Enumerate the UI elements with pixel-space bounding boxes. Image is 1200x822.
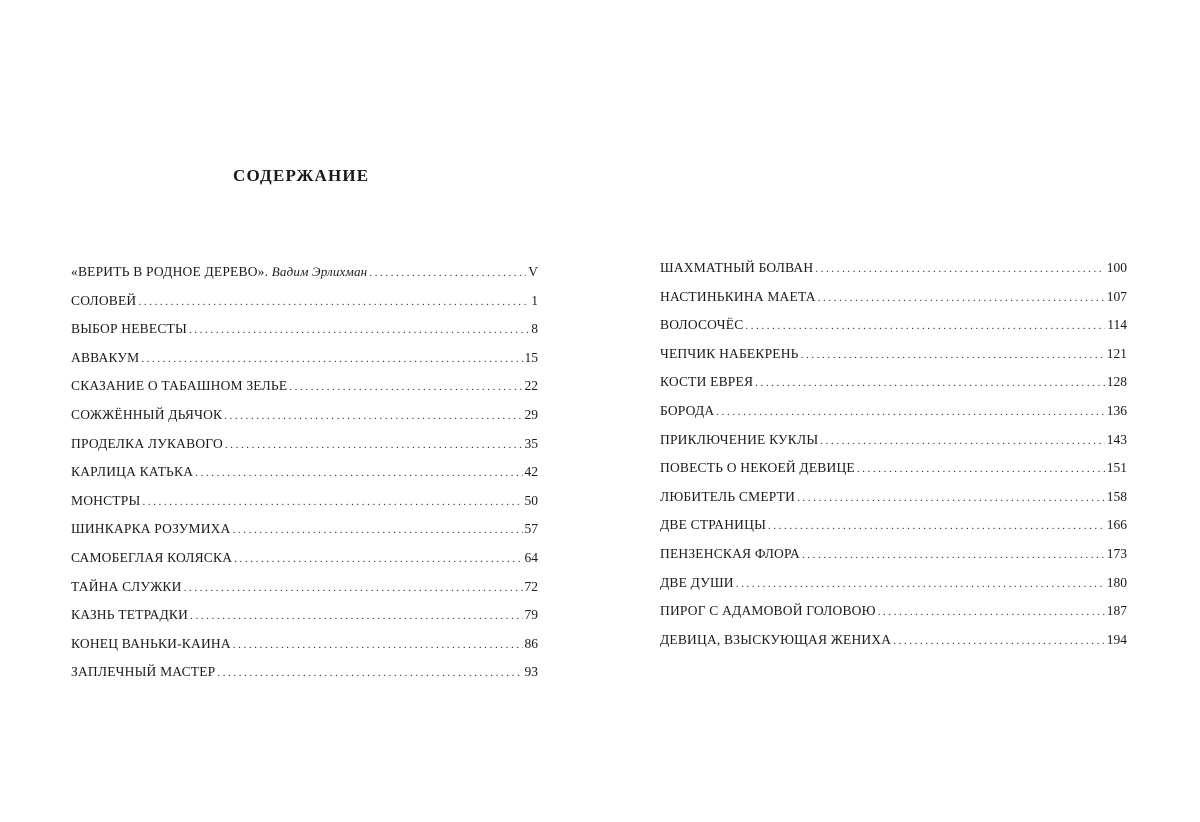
toc-entry-title: КАРЛИЦА КАТЬКА: [71, 464, 194, 480]
toc-leader-dots: [142, 496, 522, 508]
toc-entry-page: 15: [524, 349, 538, 365]
toc-leader-dots: [138, 296, 529, 308]
toc-leader-dots: [815, 263, 1104, 275]
toc-entry-title: «ВЕРИТЬ В РОДНОЕ ДЕРЕВО». Вадим Эрлихман: [71, 264, 368, 279]
toc-entry[interactable]: [71, 293, 538, 322]
toc-entry-page: 136: [1106, 402, 1127, 418]
toc-entry-title: ДВЕ СТРАНИЦЫ: [660, 517, 767, 533]
toc-entry-title: ЧЕПЧИК НАБЕКРЕНЬ: [660, 345, 799, 361]
toc-leader-dots: [195, 467, 522, 479]
toc-entry-page: 128: [1106, 374, 1127, 390]
toc-entry-title: ШАХМАТНЫЙ БОЛВАН: [660, 260, 814, 275]
toc-leader-dots: [755, 377, 1105, 389]
toc-leader-dots: [736, 578, 1105, 590]
toc-entry-page: 180: [1106, 574, 1127, 590]
toc-entry[interactable]: [660, 260, 1127, 289]
toc-entry[interactable]: [660, 289, 1127, 318]
toc-entry-title: ЗАПЛЕЧНЫЙ МАСТЕР: [71, 664, 216, 680]
toc-entry-page: 72: [524, 578, 538, 594]
toc-entry[interactable]: [660, 546, 1127, 575]
toc-leader-dots: [289, 381, 522, 393]
toc-entry-title: СКАЗАНИЕ О ТАБАШНОМ ЗЕЛЬЕ: [71, 378, 288, 394]
toc-leader-dots: [184, 582, 523, 594]
toc-entry-title: НАСТИНЬКИНА МАЕТА: [660, 288, 816, 304]
toc-entry[interactable]: [71, 407, 538, 436]
toc-entry[interactable]: [660, 346, 1127, 375]
toc-entry[interactable]: [71, 493, 538, 522]
toc-entry-page: 93: [524, 664, 538, 680]
toc-entry-author: Вадим Эрлихман: [271, 264, 368, 279]
toc-entry[interactable]: [71, 436, 538, 465]
toc-entry[interactable]: [660, 374, 1127, 403]
toc-entry-page: 158: [1106, 488, 1127, 504]
toc-entry-title: ТАЙНА СЛУЖКИ: [71, 578, 182, 594]
toc-entry-title: БОРОДА: [660, 402, 715, 418]
toc-leader-dots: [189, 324, 529, 336]
toc-entry-page: 1: [531, 292, 538, 308]
toc-leader-dots: [797, 492, 1105, 504]
toc-entry-title: ВОЛОСОЧЁС: [660, 317, 744, 333]
toc-entry[interactable]: [71, 350, 538, 379]
toc-entry[interactable]: [660, 632, 1127, 661]
toc-entry[interactable]: [71, 321, 538, 350]
toc-entry-page: 166: [1106, 517, 1127, 533]
toc-entry-page: 114: [1107, 317, 1127, 333]
toc-entry-title: ВЫБОР НЕВЕСТЫ: [71, 321, 187, 337]
toc-entry-page: 57: [524, 521, 538, 537]
toc-entry-page: 79: [524, 607, 538, 623]
toc-entry-title: ДЕВИЦА, ВЗЫСКУЮЩАЯ ЖЕНИХА: [660, 631, 892, 647]
toc-leader-dots: [234, 553, 522, 565]
toc-leader-dots: [225, 439, 523, 451]
toc-entry-title: КОСТИ ЕВРЕЯ: [660, 374, 754, 390]
toc-entry-page: 50: [524, 492, 538, 508]
toc-leader-dots: [224, 410, 522, 422]
toc-entry-title: АВВАКУМ: [71, 349, 140, 365]
toc-entry-title: ЛЮБИТЕЛЬ СМЕРТИ: [660, 488, 796, 504]
toc-entry-page: 29: [524, 406, 538, 422]
toc-entry-title: ПЕНЗЕНСКАЯ ФЛОРА: [660, 545, 800, 561]
toc-entry-page: 8: [531, 321, 538, 337]
toc-entry[interactable]: [660, 460, 1127, 489]
toc-leader-dots: [233, 524, 523, 536]
toc-entry-page: 35: [524, 435, 538, 451]
toc-entry[interactable]: [71, 664, 538, 693]
toc-entry[interactable]: [71, 579, 538, 608]
toc-entry-page: 64: [524, 549, 538, 565]
toc-entry[interactable]: [71, 607, 538, 636]
toc-leader-dots: [141, 353, 522, 365]
toc-entry[interactable]: [660, 603, 1127, 632]
toc-leader-dots: [893, 635, 1104, 647]
page-title: СОДЕРЖАНИЕ: [233, 166, 370, 185]
toc-entry-title: ПИРОГ С АДАМОВОЙ ГОЛОВОЮ: [660, 603, 876, 619]
toc-leader-dots: [716, 406, 1104, 418]
toc-entry[interactable]: [660, 575, 1127, 604]
toc-entry-page: 22: [524, 378, 538, 394]
toc-entry-page: 151: [1106, 460, 1127, 476]
toc-entry-page: V: [528, 264, 538, 279]
toc-entry[interactable]: [71, 636, 538, 665]
toc-leader-dots: [801, 349, 1105, 361]
toc-entry-title: ПОВЕСТЬ О НЕКОЕЙ ДЕВИЦЕ: [660, 460, 855, 476]
toc-entry-title: КОНЕЦ ВАНЬКИ-КАИНА: [71, 635, 231, 651]
toc-entry-title: ДВЕ ДУШИ: [660, 574, 734, 590]
toc-leader-dots: [818, 292, 1105, 304]
toc-entry-page: 173: [1106, 545, 1127, 561]
toc-entry[interactable]: [660, 489, 1127, 518]
toc-entry-page: 107: [1106, 288, 1127, 304]
toc-entry[interactable]: [660, 403, 1127, 432]
toc-leader-dots: [217, 667, 522, 679]
toc-entry-title: ШИНКАРКА РОЗУМИХА: [71, 521, 231, 537]
toc-entry-page: 86: [524, 635, 538, 651]
toc-entry[interactable]: [71, 378, 538, 407]
toc-leader-dots: [190, 610, 522, 622]
toc-leader-dots: [745, 320, 1105, 332]
toc-entry-page: 42: [524, 464, 538, 480]
toc-entry-title: ПРИКЛЮЧЕНИЕ КУКЛЫ: [660, 431, 819, 447]
toc-leader-dots: [233, 639, 523, 651]
toc-entry[interactable]: [71, 550, 538, 579]
toc-leader-dots: [878, 606, 1105, 618]
toc-entry-title: КАЗНЬ ТЕТРАДКИ: [71, 607, 189, 623]
toc-entry[interactable]: [660, 517, 1127, 546]
toc-entry-title: СОЖЖЁННЫЙ ДЬЯЧОК: [71, 406, 223, 422]
toc-left-column: [71, 264, 538, 693]
toc-entry-title: ПРОДЕЛКА ЛУКАВОГО: [71, 435, 223, 451]
toc-right-column: [660, 260, 1127, 660]
toc-entry[interactable]: [660, 432, 1127, 461]
toc-entry-intro[interactable]: [71, 264, 538, 293]
toc-leader-dots: [857, 463, 1105, 475]
toc-entry-page: 100: [1106, 260, 1127, 275]
toc-entry-title: МОНСТРЫ: [71, 492, 141, 508]
toc-entry-page: 143: [1106, 431, 1127, 447]
toc-leader-dots: [768, 520, 1105, 532]
toc-leader-dots: [820, 435, 1104, 447]
toc-entry-title: СОЛОВЕЙ: [71, 292, 137, 308]
toc-entry[interactable]: [660, 317, 1127, 346]
toc-entry-title: САМОБЕГЛАЯ КОЛЯСКА: [71, 549, 233, 565]
toc-entry[interactable]: [71, 464, 538, 493]
toc-entry-page: 187: [1106, 603, 1127, 619]
toc-entry[interactable]: [71, 521, 538, 550]
toc-leader-dots: [369, 267, 526, 279]
toc-entry-page: 121: [1106, 345, 1127, 361]
toc-leader-dots: [802, 549, 1105, 561]
toc-entry-page: 194: [1106, 631, 1127, 647]
